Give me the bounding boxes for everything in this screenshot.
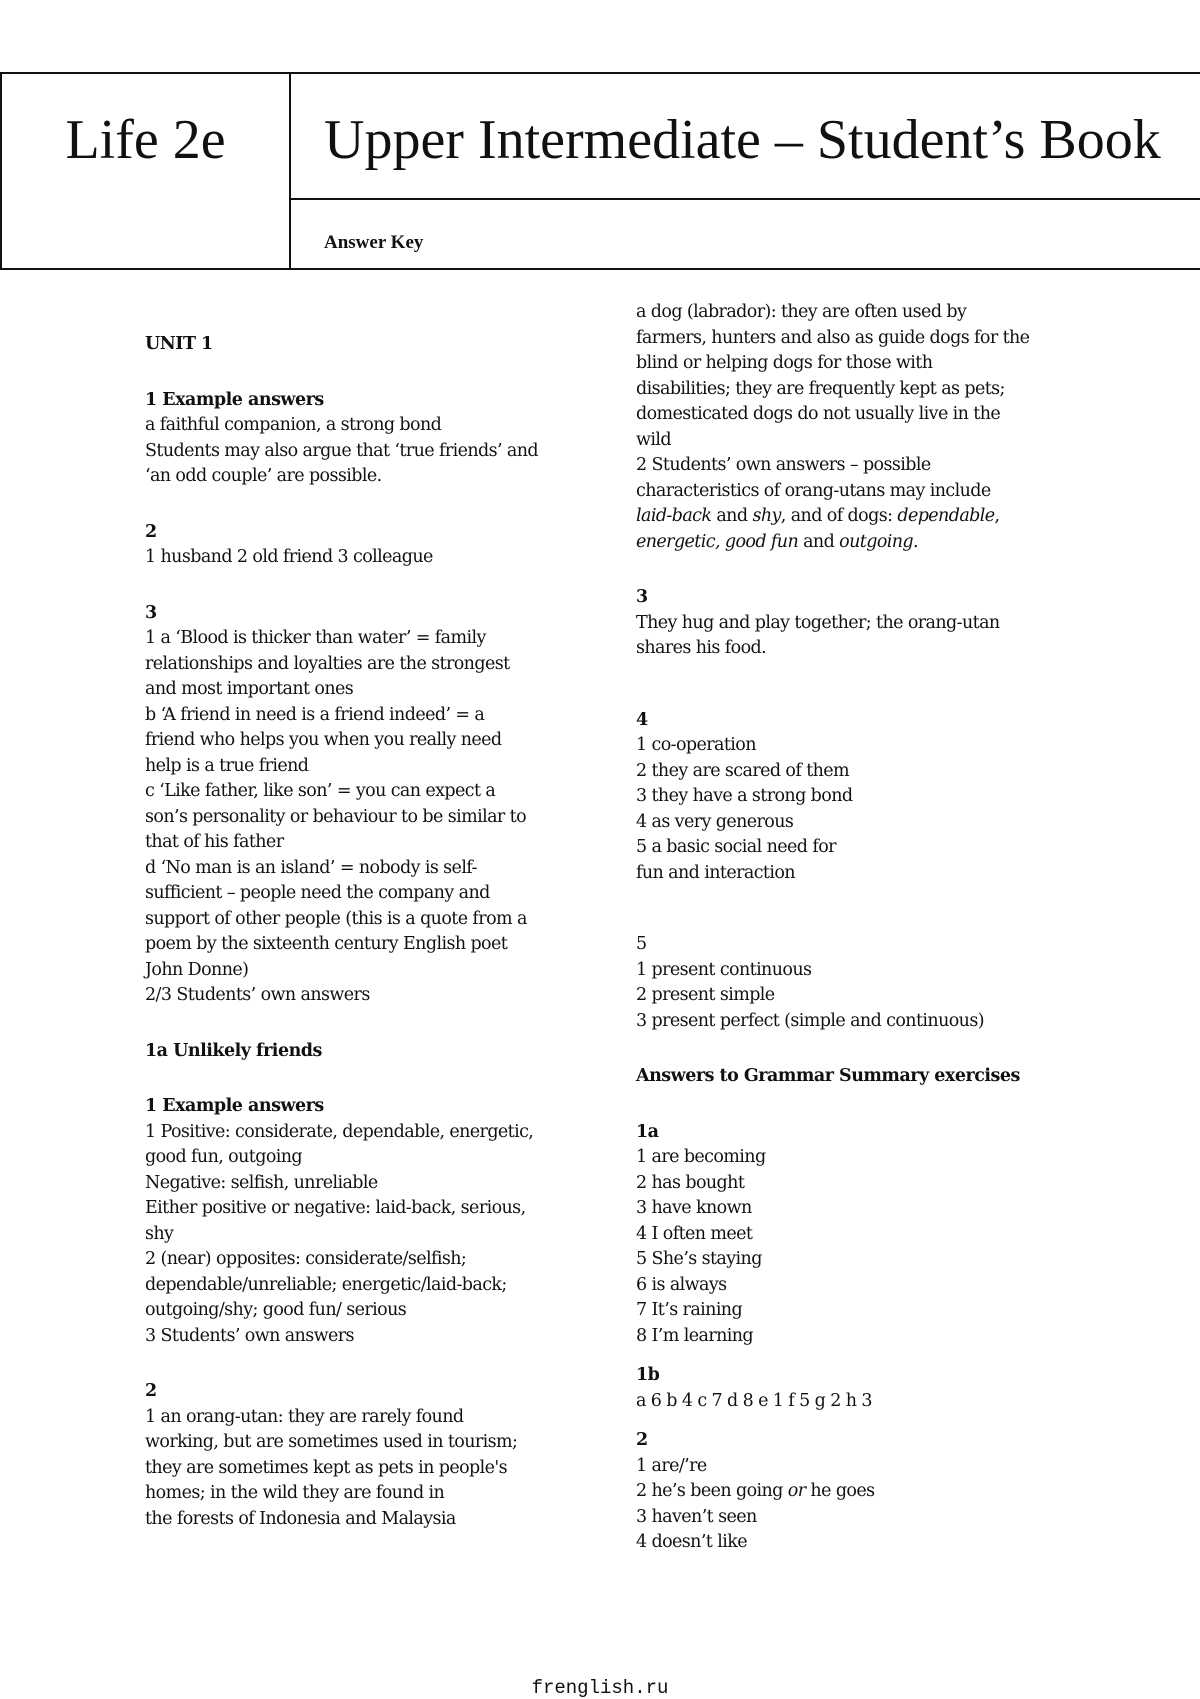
answer-line: 4 doesn’t like bbox=[636, 1532, 747, 1552]
answer-line: 2 Students’ own answers – possible bbox=[636, 455, 931, 475]
answer-line: the forests of Indonesia and Malaysia bbox=[145, 1508, 456, 1529]
answer-line: good fun, outgoing bbox=[145, 1147, 303, 1167]
answer-line-rich bbox=[636, 530, 1066, 556]
section-heading: 4 bbox=[636, 709, 648, 730]
answer-line: 1 an orang-utan: they are rarely found bbox=[145, 1406, 464, 1427]
spacer bbox=[636, 1090, 1066, 1120]
text-fragment: 2 he’s been going bbox=[636, 1481, 788, 1501]
section-heading: 2 bbox=[145, 521, 157, 542]
spacer bbox=[636, 886, 1066, 932]
book-title: Upper Intermediate – Student’s Book bbox=[324, 109, 1161, 171]
spacer bbox=[145, 571, 575, 601]
grammar-summary-title: Answers to Grammar Summary exercises bbox=[636, 1066, 1020, 1086]
text-fragment: , bbox=[994, 506, 1000, 526]
italic-term: laid-back bbox=[636, 506, 712, 526]
answer-line: 2 (near) opposites: considerate/selfish; bbox=[145, 1249, 467, 1269]
italic-term: outgoing bbox=[839, 531, 914, 552]
unit-title: UNIT 1 bbox=[145, 334, 213, 354]
answer-line: 6 is always bbox=[636, 1274, 727, 1295]
answer-line: wild bbox=[636, 429, 671, 450]
italic-term: energetic, good fun bbox=[636, 531, 799, 552]
answer-line: 5 She’s staying bbox=[636, 1249, 762, 1269]
italic-term: shy bbox=[752, 506, 781, 526]
section-heading: 3 bbox=[145, 602, 157, 623]
spacer bbox=[636, 1349, 1066, 1363]
left-column bbox=[145, 332, 575, 1532]
answer-line: relationships and loyalties are the strongest bbox=[145, 653, 510, 674]
text-fragment: , and of dogs: bbox=[780, 506, 898, 526]
answer-line: 1 present continuous bbox=[636, 959, 812, 980]
answer-line: sufficient – people need the company and bbox=[145, 883, 490, 903]
answer-line: son’s personality or behaviour to be similar to bbox=[145, 806, 527, 827]
answer-line: c ‘Like father, like son’ = you can expect a bbox=[145, 781, 496, 801]
spacer bbox=[636, 1034, 1066, 1064]
answer-line: domesticated dogs do not usually live in the bbox=[636, 404, 1001, 424]
footer-site-link[interactable]: frenglish.ru bbox=[531, 1677, 669, 1699]
spacer bbox=[636, 662, 1066, 708]
spacer bbox=[145, 1349, 575, 1379]
text-fragment: and bbox=[711, 506, 753, 526]
section-heading: 1 Example answers bbox=[145, 1096, 324, 1116]
answer-line: 5 a basic social need for bbox=[636, 837, 836, 857]
header-divider bbox=[291, 198, 1200, 200]
text-fragment: and bbox=[798, 531, 840, 552]
spacer bbox=[636, 1414, 1066, 1428]
answer-line: 1 are becoming bbox=[636, 1147, 766, 1167]
answer-line: a faithful companion, a strong bond bbox=[145, 415, 442, 435]
answer-line: 1 a ‘Blood is thicker than water’ = family bbox=[145, 628, 486, 648]
answer-line: 1 are/’re bbox=[636, 1455, 707, 1476]
answer-line: they are sometimes kept as pets in people's bbox=[145, 1457, 507, 1478]
answer-line: disabilities; they are frequently kept as pets; bbox=[636, 378, 1005, 399]
answer-line-rich bbox=[636, 504, 1066, 530]
answer-line: d ‘No man is an island’ = nobody is self- bbox=[145, 857, 477, 878]
section-heading: 3 bbox=[636, 587, 648, 607]
answer-line: 1 co-operation bbox=[636, 735, 756, 755]
answer-line: blind or helping dogs for those with bbox=[636, 353, 933, 373]
section-heading: 1a bbox=[636, 1121, 659, 1142]
answer-line: 4 as very generous bbox=[636, 811, 794, 832]
answer-line: help is a true friend bbox=[145, 755, 309, 776]
answer-line: shy bbox=[145, 1223, 174, 1244]
answer-line: shares his food. bbox=[636, 638, 767, 658]
answer-line: b ‘A friend in need is a friend indeed’ = a bbox=[145, 704, 485, 725]
section-heading: 1 Example answers bbox=[145, 389, 324, 410]
answer-line: 2 they are scared of them bbox=[636, 760, 850, 781]
answer-line: 3 they have a strong bond bbox=[636, 786, 853, 806]
answer-line: They hug and play together; the orang-utan bbox=[636, 612, 1000, 633]
spacer bbox=[145, 1064, 575, 1094]
answer-line: friend who helps you when you really need bbox=[145, 730, 502, 750]
answer-line: poem by the sixteenth century English poet bbox=[145, 934, 508, 954]
italic-term: dependable bbox=[897, 506, 995, 526]
section-heading: 2 bbox=[145, 1381, 157, 1401]
answer-line: 3 haven’t seen bbox=[636, 1506, 757, 1527]
answer-line: a 6 b 4 c 7 d 8 e 1 f 5 g 2 h 3 bbox=[636, 1390, 872, 1411]
answer-line: 4 I often meet bbox=[636, 1223, 753, 1244]
answer-line: outgoing/shy; good fun/ serious bbox=[145, 1300, 407, 1320]
answer-line: 2 has bought bbox=[636, 1172, 745, 1193]
answer-line: dependable/unreliable; energetic/laid-back; bbox=[145, 1274, 507, 1295]
answer-line: Either positive or negative: laid-back, serious, bbox=[145, 1198, 526, 1218]
document-subtitle: Answer Key bbox=[324, 232, 424, 253]
right-column bbox=[636, 300, 1066, 1556]
answer-line: characteristics of orang-utans may include bbox=[636, 480, 991, 501]
answer-line: Negative: selfish, unreliable bbox=[145, 1172, 378, 1193]
answer-line: 2 present simple bbox=[636, 985, 775, 1005]
answer-line: 3 have known bbox=[636, 1198, 752, 1218]
answer-line: support of other people (this is a quote from a bbox=[145, 908, 527, 929]
section-heading: 2 bbox=[636, 1430, 648, 1450]
answer-line: and most important ones bbox=[145, 679, 354, 699]
answer-line: farmers, hunters and also as guide dogs for the bbox=[636, 327, 1030, 348]
answer-line: 8 I’m learning bbox=[636, 1325, 754, 1346]
spacer bbox=[145, 358, 575, 388]
brand-title: Life 2e bbox=[65, 109, 226, 171]
answer-line: 3 Students’ own answers bbox=[145, 1325, 354, 1346]
text-fragment: . bbox=[913, 531, 918, 552]
text-fragment: he goes bbox=[805, 1481, 875, 1501]
answer-line: Students may also argue that ‘true friends’ and bbox=[145, 440, 539, 461]
answer-line: that of his father bbox=[145, 832, 284, 852]
italic-term: or bbox=[787, 1481, 806, 1501]
lesson-title: 1a Unlikely friends bbox=[145, 1040, 322, 1061]
answer-line: 7 It’s raining bbox=[636, 1300, 743, 1320]
section-heading: 1b bbox=[636, 1365, 660, 1385]
answer-line: fun and interaction bbox=[636, 862, 795, 883]
spacer bbox=[145, 1009, 575, 1039]
document-header bbox=[0, 72, 1200, 270]
answer-line: John Donne) bbox=[145, 959, 249, 980]
section-heading: 5 bbox=[636, 934, 647, 954]
answer-line: working, but are sometimes used in tourism; bbox=[145, 1432, 518, 1452]
answer-line: ‘an odd couple’ are possible. bbox=[145, 466, 382, 486]
spacer bbox=[145, 490, 575, 520]
answer-line: 3 present perfect (simple and continuous) bbox=[636, 1010, 984, 1031]
answer-line: 1 Positive: considerate, dependable, energetic, bbox=[145, 1121, 534, 1142]
answer-line: 1 husband 2 old friend 3 colleague bbox=[145, 547, 433, 567]
answer-line: 2/3 Students’ own answers bbox=[145, 985, 370, 1005]
answer-line-rich bbox=[636, 1479, 1066, 1505]
answer-line: homes; in the wild they are found in bbox=[145, 1483, 445, 1503]
spacer bbox=[636, 555, 1066, 585]
answer-line: a dog (labrador): they are often used by bbox=[636, 302, 967, 322]
